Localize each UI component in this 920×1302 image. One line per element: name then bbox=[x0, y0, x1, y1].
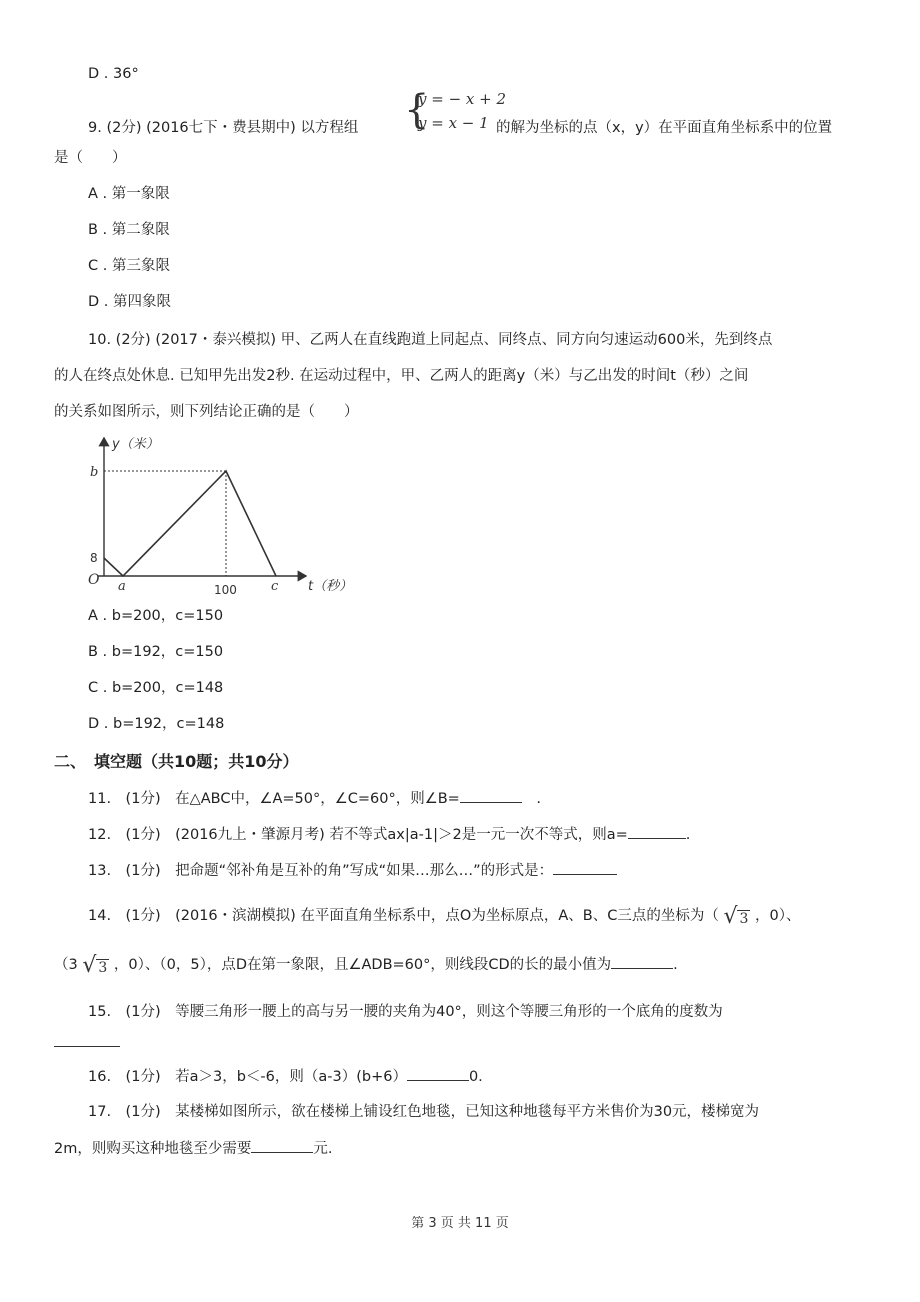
q12-post: . bbox=[685, 827, 691, 843]
x-axis-label: t（秒） bbox=[308, 579, 353, 594]
q17-line2 bbox=[54, 1138, 332, 1159]
q10-distance-time-graph bbox=[80, 432, 370, 602]
q11-text: 11. (1分) 在△ABC中，∠A=50°，∠C=60°，则∠B= bbox=[88, 791, 460, 807]
q9-option-c: C . 第三象限 bbox=[88, 258, 170, 274]
q17-blank bbox=[251, 1138, 313, 1153]
q10-stem-line1: 10. (2分) (2017・泰兴模拟) 甲、乙两人在直线跑道上同起点、同终点、同方向匀速运动600米，先到终点 bbox=[88, 332, 773, 348]
q14-line1 bbox=[88, 906, 800, 929]
q17-line2-text: 2m，则购买这种地毯至少需要 bbox=[54, 1141, 252, 1157]
y-tick-b: b bbox=[90, 465, 99, 480]
q10-option-c: C . b=200，c=148 bbox=[88, 680, 224, 696]
q12-blank bbox=[628, 824, 686, 839]
q15-line2 bbox=[54, 1032, 120, 1053]
x-tick-c: c bbox=[271, 579, 279, 594]
x-tick-100: 100 bbox=[214, 583, 237, 597]
q9-stem-pre: 9. (2分) (2016七下・费县期中) 以方程组 bbox=[88, 120, 359, 136]
section2-title: 二、 填空题（共10题；共10分） bbox=[54, 752, 299, 771]
q14-line1-pre: 14. (1分) (2016・滨湖模拟) 在平面直角坐标系中，点O为坐标原点，A、B、C三点的坐标为（ bbox=[88, 908, 719, 924]
q9-option-a: A . 第一象限 bbox=[88, 186, 170, 202]
q9-brace: { bbox=[404, 87, 430, 133]
page-footer: 第 3 页 共 11 页 bbox=[411, 1216, 509, 1231]
q12-text: 12. (1分) (2016九上・肇源月考) 若不等式ax|a-1|＞2是一元一次不等式，则a= bbox=[88, 827, 628, 843]
q9-equation-1: y = − x + 2 bbox=[418, 90, 507, 108]
q14-line2 bbox=[54, 954, 678, 978]
q14-line1-post: ，0）、 bbox=[755, 908, 801, 924]
q10-stem-line3: 的关系如图所示，则下列结论正确的是（ ） bbox=[54, 404, 359, 420]
q10-option-d: D . b=192，c=148 bbox=[88, 716, 225, 732]
q15-blank bbox=[54, 1032, 120, 1047]
q14-blank bbox=[611, 954, 673, 969]
q8-option-d: D . 36° bbox=[88, 66, 139, 82]
q14-sqrt-2: √ 3 bbox=[82, 953, 108, 978]
q12 bbox=[88, 824, 690, 845]
q14-sqrt-1-value: 3 bbox=[739, 911, 749, 927]
q9-equation-2: y = x − 1 bbox=[418, 114, 489, 132]
q14-line2-post: ，0）、（0，5），点D在第一象限，且∠ADB=60°，则线段CD的长的最小值为 bbox=[113, 957, 612, 973]
y-tick-8: 8 bbox=[90, 551, 98, 565]
q13-blank bbox=[553, 860, 617, 875]
q9-option-d: D . 第四象限 bbox=[88, 294, 171, 310]
q13 bbox=[88, 860, 617, 881]
q10-option-a: A . b=200，c=150 bbox=[88, 608, 224, 624]
q16-blank bbox=[407, 1066, 469, 1081]
q14-line2-end: . bbox=[673, 957, 678, 973]
q11 bbox=[88, 788, 541, 809]
y-axis-label: y（米） bbox=[112, 437, 159, 452]
q16-text: 16. (1分) 若a＞3，b＜-6，则（a-3）(b+6） bbox=[88, 1069, 407, 1085]
q9-stem-post: 的解为坐标的点（x，y）在平面直角坐标系中的位置 bbox=[496, 120, 833, 136]
q11-blank bbox=[460, 788, 522, 803]
q14-sqrt-1: √ 3 bbox=[723, 904, 749, 929]
q10-stem-line2: 的人在终点处休息. 已知甲先出发2秒. 在运动过程中，甲、乙两人的距离y（米）与乙出发的时间t（秒）之间 bbox=[54, 368, 749, 384]
q9-option-b: B . 第二象限 bbox=[88, 222, 170, 238]
origin-label: O bbox=[88, 572, 100, 588]
q11-post: . bbox=[536, 791, 541, 807]
q15-text: 15. (1分) 等腰三角形一腰上的高与另一腰的夹角为40°，则这个等腰三角形的一个底角的度数为 bbox=[88, 1004, 723, 1020]
q14-sqrt-2-value: 3 bbox=[98, 960, 108, 976]
q17-line1: 17. (1分) 某楼梯如图所示，欲在楼梯上铺设红色地毯，已知这种地毯每平方米售价为30元，楼梯宽为 bbox=[88, 1104, 760, 1120]
q17-post: 元. bbox=[313, 1141, 333, 1157]
q14-line2-pre: （3 bbox=[54, 957, 78, 973]
x-tick-a: a bbox=[118, 579, 126, 594]
q9-stem-line2: 是（ ） bbox=[54, 150, 127, 166]
q9-stem-line1 bbox=[88, 118, 358, 138]
distance-line bbox=[104, 471, 276, 576]
q13-text: 13. (1分) 把命题“邻补角是互补的角”写成“如果…那么…”的形式是： bbox=[88, 863, 554, 879]
q9-equation-system bbox=[404, 87, 507, 136]
q10-option-b: B . b=192，c=150 bbox=[88, 644, 224, 660]
q16-post: 0. bbox=[468, 1069, 483, 1085]
q16 bbox=[88, 1066, 483, 1087]
